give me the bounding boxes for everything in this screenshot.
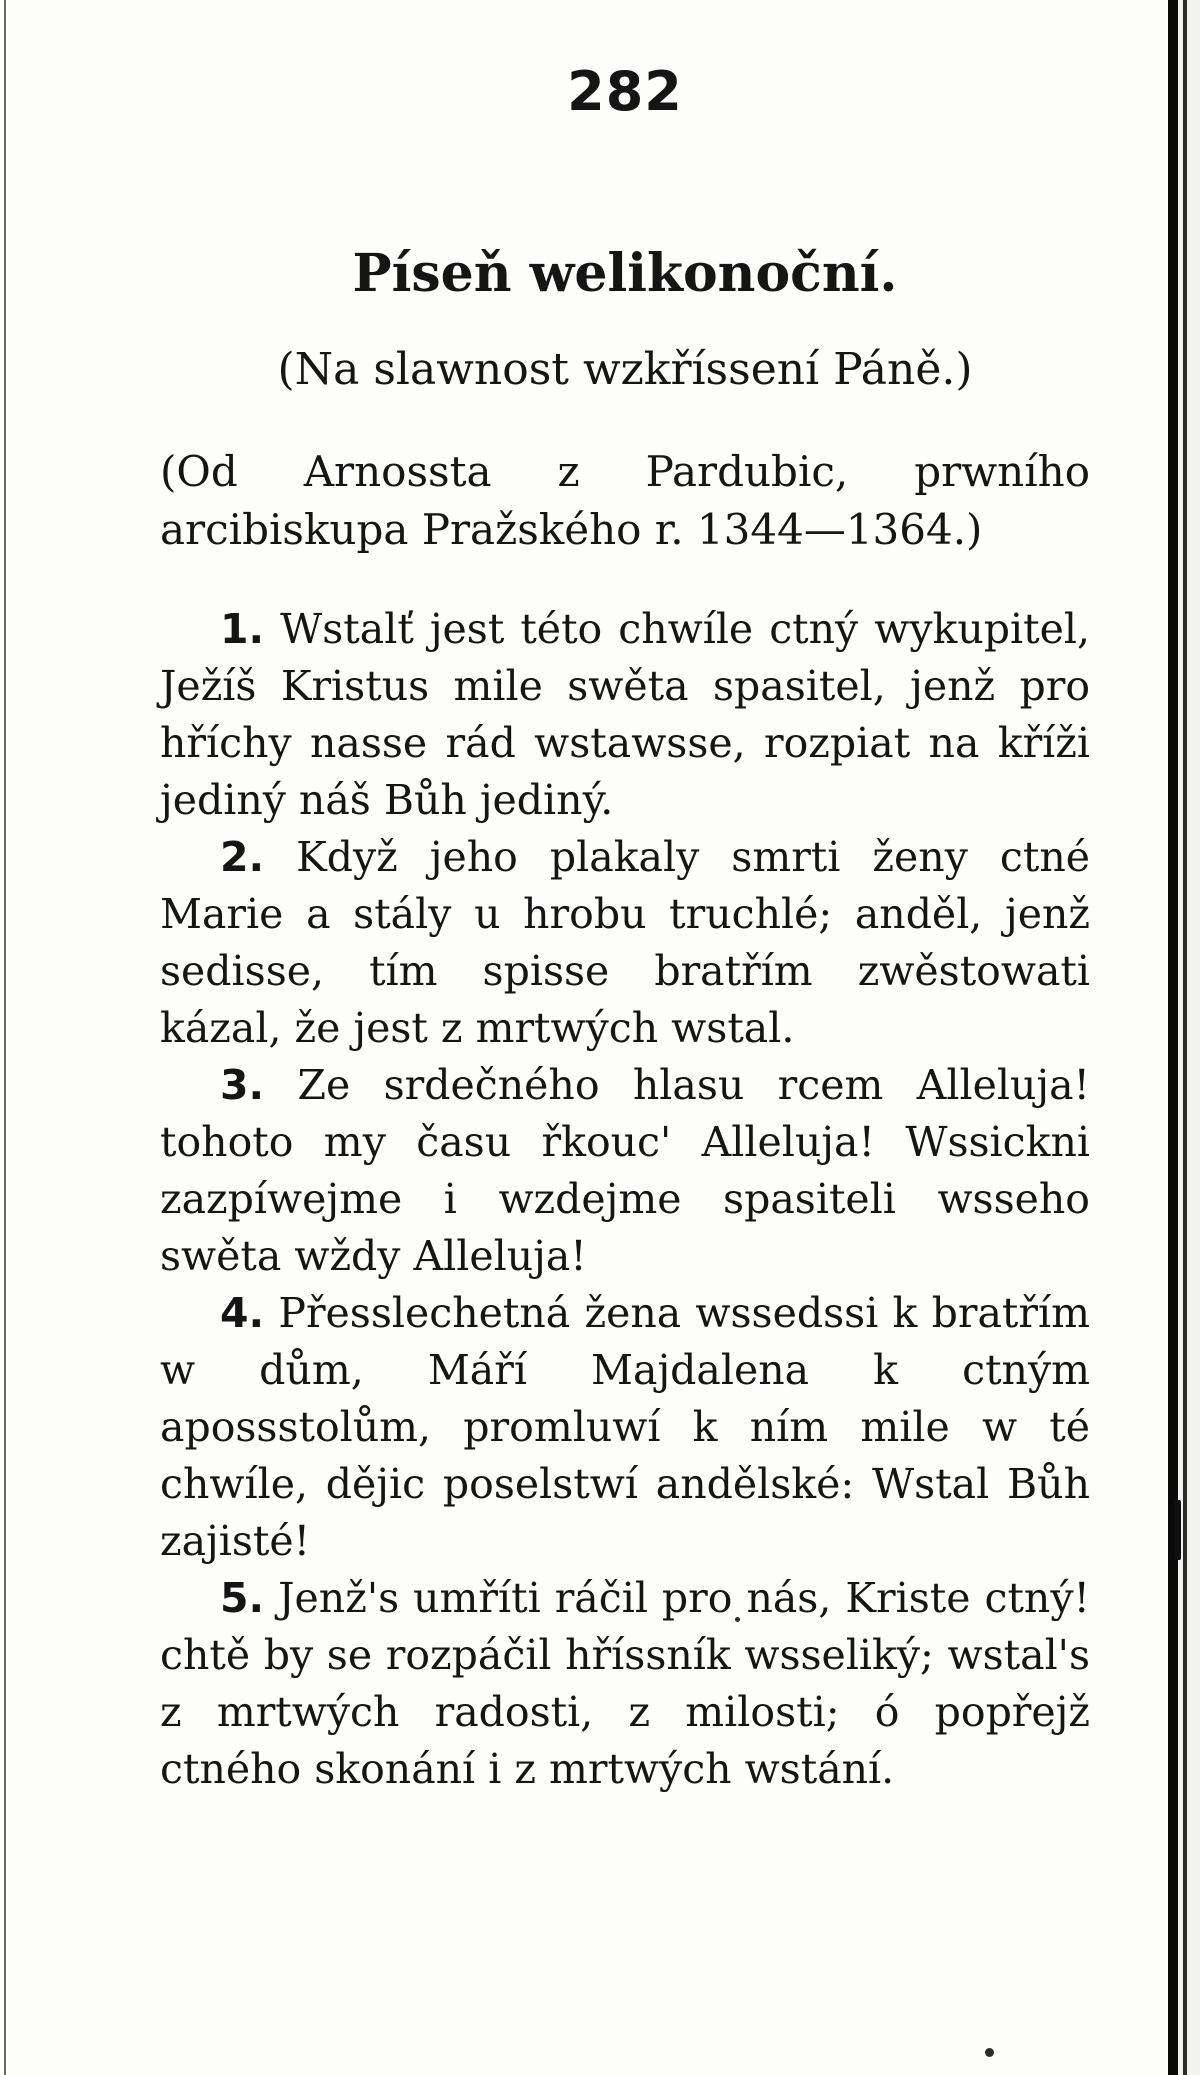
verse-number: 3. — [220, 1061, 265, 1109]
page-edge-border — [1168, 0, 1178, 2075]
verse-text: Wstalť jest této chwíle ctný wykupitel, Ježíš Kristus mile swěta spasitel, jenž pro hříchy nasse rád wstawsse, rozpiat na kříži jediný náš Bůh jediný. — [160, 605, 1090, 824]
verse-text: Přesslechetná žena wssedssi k bratřím w dům, Máří Majdalena k ctným apossstolům, promluwí k ním mile w té chwíle, dějic poselstwí andělské: Wstal Bůh zajisté! — [160, 1289, 1090, 1565]
verse-1 — [160, 601, 1090, 829]
verse-3 — [160, 1057, 1090, 1285]
verse-number: 5. — [220, 1574, 265, 1622]
verse-4 — [160, 1285, 1090, 1570]
print-speck — [1175, 1500, 1181, 1560]
page-number: 282 — [567, 60, 683, 123]
hymn-subtitle: (Na slawnost wzkříssení Páně.) — [277, 344, 973, 395]
page-content — [160, 60, 1090, 1798]
verse-2 — [160, 829, 1090, 1057]
verse-5 — [160, 1570, 1090, 1798]
verse-number: 4. — [220, 1289, 265, 1337]
verse-text: Když jeho plakaly smrti ženy ctné Marie a stály u hrobu truchlé; anděl, jenž sedisse, tím spisse bratřím zwěstowati kázal, že jest z mrtwých wstal. — [160, 833, 1090, 1052]
verse-number: 1. — [220, 605, 265, 653]
verse-text: Jenž's umříti ráčil pro nás, Kriste ctný! chtě by se rozpáčil hříssník wsseliký; wstal's z mrtwých radosti, z milosti; ó popřejž ctného skonání i z mrtwých wstání. — [160, 1574, 1090, 1793]
verse-number: 2. — [220, 833, 265, 881]
verse-text: Ze srdečného hlasu rcem Alleluja! tohoto my času řkouc' Alleluja! Wssickni zazpíwejme i wzdejme spasiteli wsseho swěta wždy Alleluja! — [160, 1061, 1090, 1280]
page-edge-border-inner — [1183, 0, 1187, 2075]
hymn-title: Píseň welikonoční. — [352, 243, 898, 304]
print-speck — [985, 2048, 994, 2057]
hymn-attribution: (Od Arnossta z Pardubic, prwního arcibiskupa Pražského r. 1344—1364.) — [160, 447, 1090, 554]
